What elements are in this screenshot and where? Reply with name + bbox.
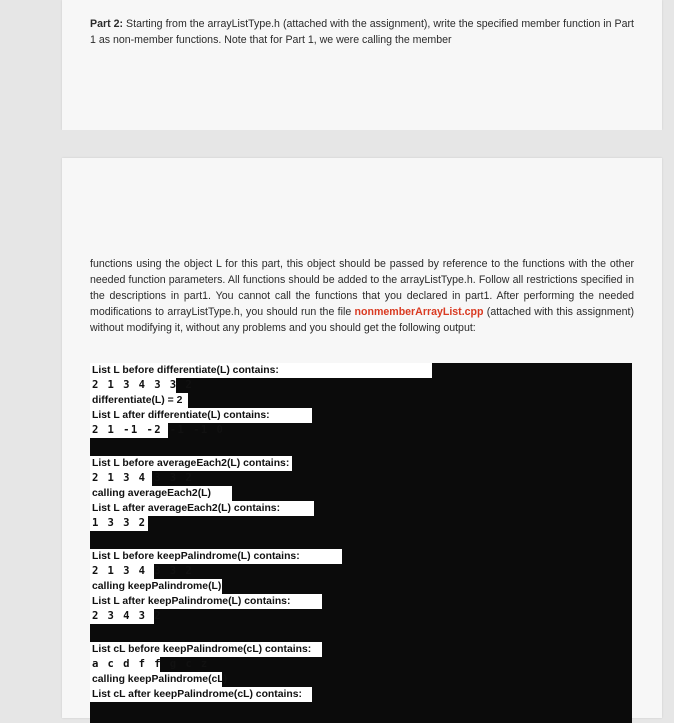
output-line: List L after keepPalindrome(L) contains: [90,594,322,609]
page-gap [0,130,674,158]
output-line: calling averageEach2(L) [90,486,232,501]
continuation-paragraph [90,256,634,336]
file-name: nonmemberArrayList.cpp [354,306,484,318]
output-line: List L before keepPalindrome(L) contains: [90,549,342,564]
part2-label: Part 2: [90,18,124,30]
output-line: List L before differentiate(L) contains: [90,363,432,378]
output-line: List L after differentiate(L) contains: [90,408,312,423]
output-line: 2 1 -1 -2 -1 -1 0 [92,424,225,436]
output-line: 2 1 3 4 3 3 2 [92,565,194,577]
output-line: 2 3 4 3 2 [92,610,163,622]
console-output [90,363,632,723]
part2-text: Starting from the arrayListType.h (attached with the assignment), write the specified member function in Part 1 as non-member functions. Note that for Part 1, we were calling the member [90,18,634,46]
continuation-text-after: (attached with this assignment) without modifying it, without any problems and you should get the following output: [90,306,634,334]
page-top [62,0,662,130]
output-line: calling keepPalindrome(cL) [92,674,228,685]
page-bottom [62,158,662,718]
output-line: differentiate(L) = 2 [90,393,188,408]
output-line: 1 3 3 2 [92,517,147,529]
part2-paragraph [90,16,634,48]
continuation-text-before: functions using the object L for this part, this object should be passed by reference to the functions with the other needed function parameters. All functions should be added to the arrayListType.h. Follow all restrictions specified in the descriptions in part1. You cannot call the functions that you declared in part1. After performing the needed modifications to arrayListType.h, you should run the file [90,258,634,318]
output-line: a c d f f g c z [92,658,209,670]
output-line: List L after averageEach2(L) contains: [90,501,314,516]
output-line: 2 1 3 4 3 3 2 [92,379,194,391]
output-line: List L before averageEach2(L) contains: [90,456,292,471]
output-line: calling keepPalindrome(L) [92,581,222,592]
output-line: List cL before keepPalindrome(cL) contains: [90,642,322,657]
output-line: List cL after keepPalindrome(cL) contains: [90,687,312,702]
output-line: 2 1 3 4 3 3 2 [92,472,194,484]
